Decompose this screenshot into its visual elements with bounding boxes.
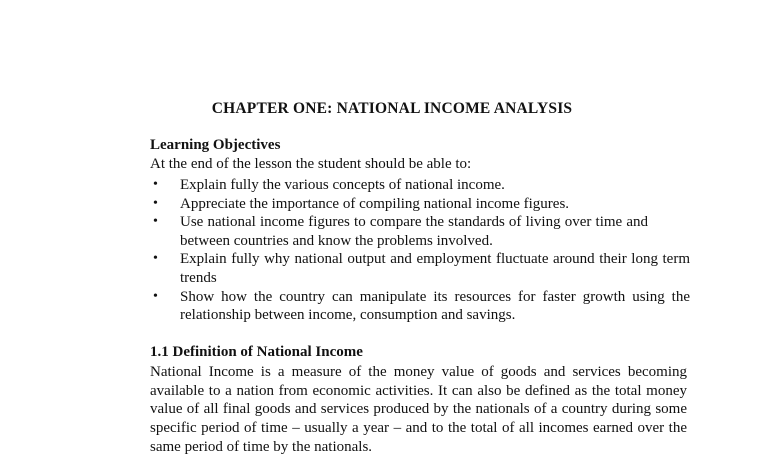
bullet-icon: • — [153, 177, 158, 192]
bullet-icon: • — [153, 288, 158, 304]
learning-objectives-heading: Learning Objectives — [150, 137, 281, 153]
objectives-list — [150, 176, 690, 325]
list-item — [150, 288, 690, 325]
bullet-icon: • — [153, 251, 158, 267]
list-item-text: Appreciate the importance of compiling national income figures. — [180, 195, 570, 212]
bullet-icon: • — [153, 214, 158, 230]
list-item-text: Show how the country can manipulate its resources for faster growth using the relationship between income, consumption and savings. — [180, 288, 690, 324]
chapter-title: CHAPTER ONE: NATIONAL INCOME ANALYSIS — [211, 100, 573, 117]
list-item — [150, 176, 690, 195]
list-item-text: Use national income figures to compare the standards of living over time and between countries and know the problems involved. — [180, 214, 648, 249]
list-item — [150, 195, 690, 214]
list-item — [150, 213, 648, 250]
objectives-intro: At the end of the lesson the student should be able to: — [150, 156, 472, 172]
section-paragraph: National Income is a measure of the money value of goods and services becoming available to a nation from economic activities. It can also be defined as the total money value of all final goods and services produced by the nationals of a country during some specific period of time – usually a year – and to the total of all incomes earned over the same period of time by the nationals. — [150, 364, 687, 455]
list-item-text: Explain fully the various concepts of national income. — [180, 177, 505, 193]
list-item-text: Explain fully why national output and employment fluctuate around their long term trends — [180, 251, 690, 286]
bullet-icon: • — [153, 195, 158, 211]
list-item — [150, 250, 690, 287]
section-heading: 1.1 Definition of National Income — [150, 344, 363, 360]
